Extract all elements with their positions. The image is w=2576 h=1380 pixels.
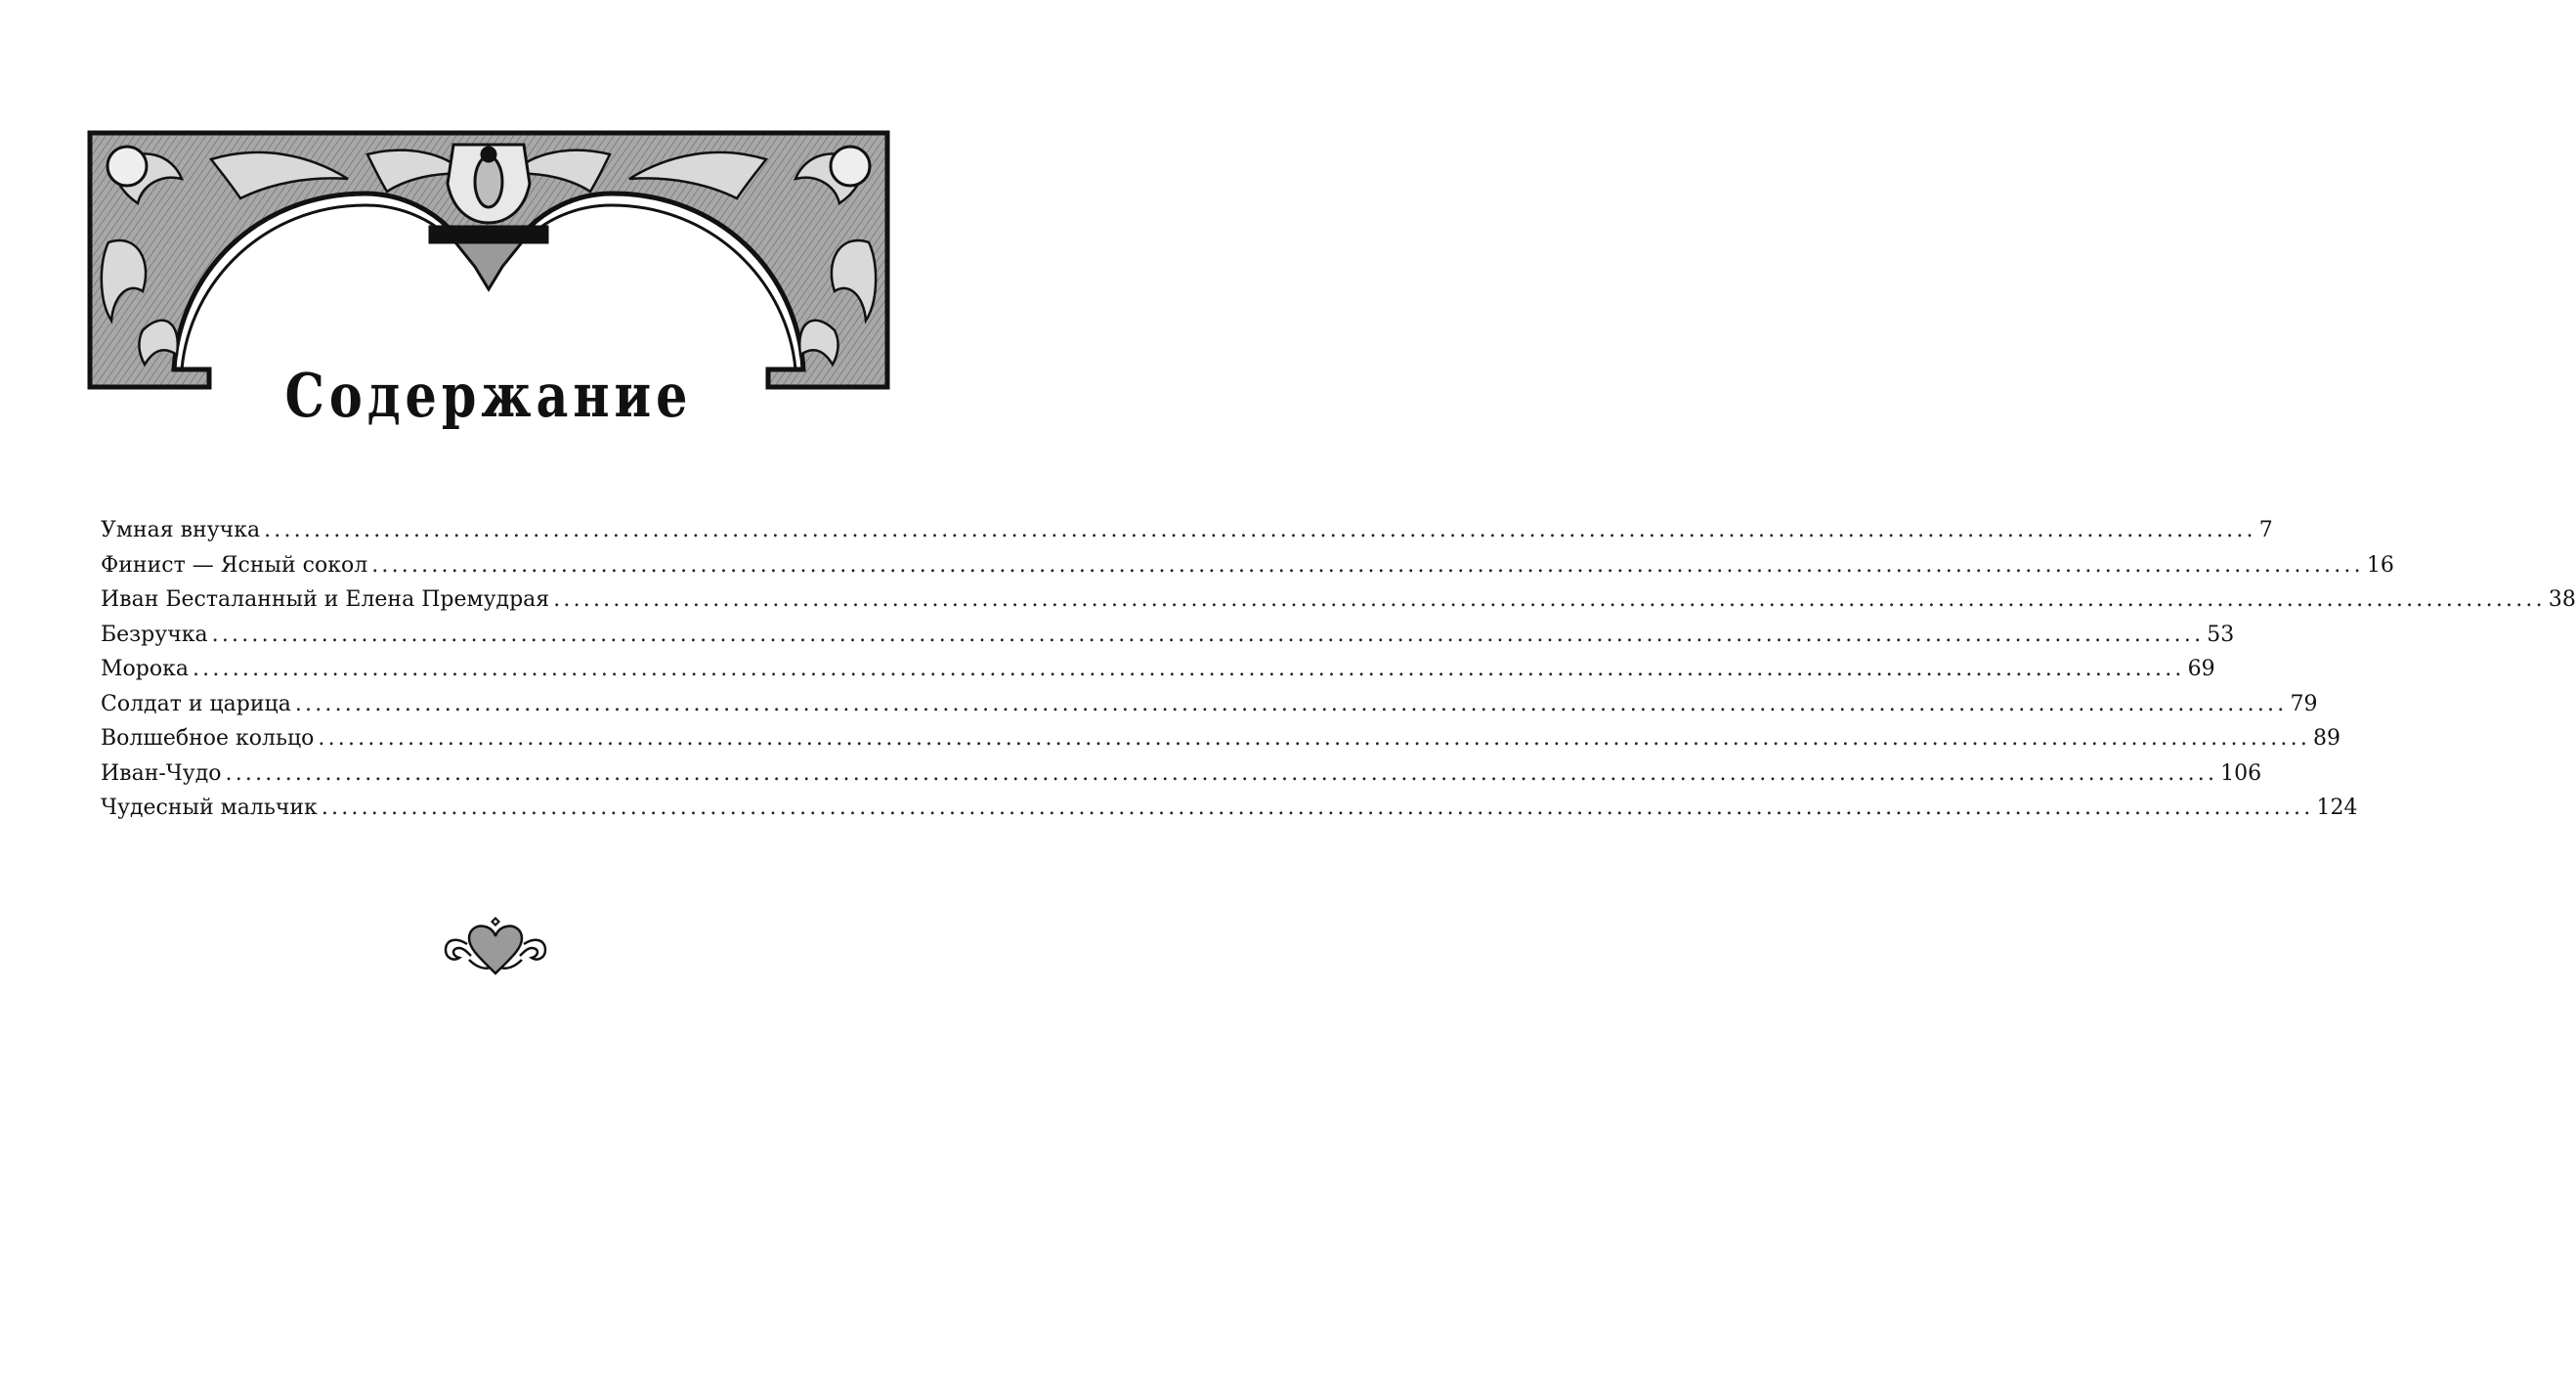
toc-entry-title: Солдат и царица <box>101 691 291 716</box>
toc-entry-9[interactable] <box>101 796 2358 831</box>
toc-leader-dots: ........................................................................................................................................................................................................ <box>211 622 2205 647</box>
toc-leader-dots: ........................................................................................................................................................................................................ <box>192 657 2185 681</box>
ornamental-arch-icon <box>84 125 893 394</box>
toc-entry-title: Чудесный мальчик <box>101 796 318 820</box>
toc-leader-dots: ........................................................................................................................................................................................................ <box>553 587 2546 612</box>
table-of-contents <box>101 518 2576 831</box>
toc-entry-page: 106 <box>2220 760 2262 786</box>
toc-entry-7[interactable] <box>101 726 2341 761</box>
toc-entry-3[interactable] <box>101 587 2576 623</box>
toc-entry-page: 79 <box>2290 691 2318 716</box>
toc-entry-title: Иван-Чудо <box>101 760 222 786</box>
toc-entry-5[interactable] <box>101 657 2215 692</box>
toc-entry-4[interactable] <box>101 622 2235 658</box>
toc-entry-page: 89 <box>2313 726 2341 751</box>
toc-entry-title: Морока <box>101 657 189 681</box>
toc-entry-page: 38 <box>2548 587 2576 612</box>
toc-entry-title: Иван Бесталанный и Елена Премудрая <box>101 587 550 612</box>
toc-leader-dots: ........................................................................................................................................................................................................ <box>225 760 2218 786</box>
toc-entry-2[interactable] <box>101 552 2394 588</box>
toc-entry-page: 124 <box>2316 796 2358 820</box>
toc-leader-dots: ........................................................................................................................................................................................................ <box>321 796 2314 820</box>
toc-entry-page: 69 <box>2187 657 2215 681</box>
toc-leader-dots: ........................................................................................................................................................................................................ <box>371 552 2364 578</box>
toc-entry-title: Умная внучка <box>101 518 261 542</box>
page-title: Содержание <box>284 360 693 431</box>
heart-scroll-ornament-icon <box>442 915 549 977</box>
toc-entry-page: 53 <box>2207 622 2235 647</box>
toc-entry-6[interactable] <box>101 691 2318 727</box>
toc-entry-page: 7 <box>2258 518 2273 542</box>
toc-entry-title: Финист — Ясный сокол <box>101 552 368 578</box>
toc-leader-dots: ........................................................................................................................................................................................................ <box>264 518 2256 542</box>
toc-entry-page: 16 <box>2366 552 2394 578</box>
toc-entry-1[interactable] <box>101 518 2273 553</box>
toc-leader-dots: ........................................................................................................................................................................................................ <box>318 726 2311 751</box>
toc-entry-title: Безручка <box>101 622 208 647</box>
toc-entry-title: Волшебное кольцо <box>101 726 315 751</box>
toc-entry-8[interactable] <box>101 760 2262 797</box>
toc-leader-dots: ........................................................................................................................................................................................................ <box>294 691 2288 716</box>
